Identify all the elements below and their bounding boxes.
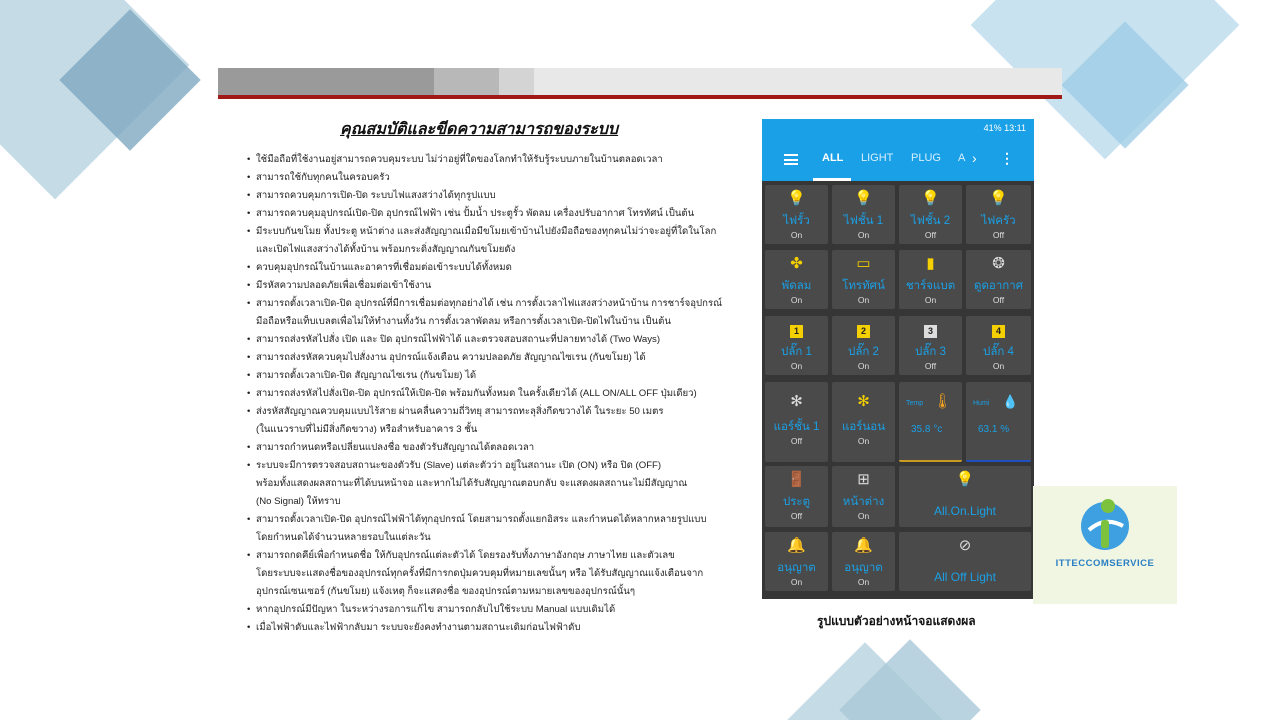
list-item: • สามารถกดคีย์เพื่อกำหนดชื่อ ให้กับอุปกรณ์แต่ละตัวได้ โดยรองรับทั้งภาษาอังกฤษ ภาษาไทย และตัวเลข โดยระบบจะแสดงชื่อของอุปกรณ์ทุกครั้งที่มีการกดปุ่มควบคุมที่หมายเลขนั้นๆ หรือ ได้รับสัญญาณแจ้งเตือนจาก อุปกรณ์เซนเซอร์ (กันขโมย) แจ้งเหตุ ก็จะแสดงชื่อ ของอุปกรณ์ตามหมายเลขของอุปกรณ์นั้นๆ (247, 547, 747, 601)
device-tile[interactable] (765, 532, 828, 591)
device-name: ดูดอากาศ (973, 280, 1024, 292)
list-item: • สามารถควบคุมการเปิด-ปิด ระบบไฟแสงสว่างได้ทุกรูปแบบ (247, 187, 747, 205)
tab-indicator (813, 178, 851, 181)
fan-icon: ✤ (790, 255, 803, 272)
logo-mark-icon (1079, 496, 1131, 552)
device-tile[interactable] (966, 316, 1031, 375)
list-item: • ส่งรหัสสัญญาณควบคุมแบบไร้สาย ผ่านคลื่นความถี่วิทยุ สามารถทะลุสิ่งกีดขวางได้ ในระยะ 50 เมตร (ในแนวราบที่ไม่มีสิ่งกีดขวาง) หรือสำหรับอาคาร 3 ชั้น (247, 403, 747, 439)
list-item: • มีรหัสความปลอดภัยเพื่อเชื่อมต่อเข้าใช้งาน (247, 277, 747, 295)
device-state: On (790, 577, 803, 587)
device-name: อนุญาต (777, 562, 816, 574)
device-name: ไฟรั้ว (783, 215, 810, 227)
device-tile[interactable] (765, 185, 828, 244)
device-state: Off (992, 230, 1005, 240)
device-name: โทรทัศน์ (842, 280, 885, 292)
status-text: 41% 13:11 (983, 123, 1026, 133)
device-name: หน้าต่าง (842, 496, 885, 508)
sensor-label: Temp (906, 400, 924, 407)
device-state: On (857, 436, 870, 446)
device-state: Off (992, 295, 1005, 305)
tab-plug[interactable]: PLUG (911, 152, 941, 164)
plug-4-icon: 4 (966, 320, 1031, 340)
list-item: • ระบบจะมีการตรวจสอบสถานะของตัวรับ (Slave) แต่ละตัวว่า อยู่ในสถานะ เปิด (ON) หรือ ปิด (OFF) พร้อมทั้งแสดงผลสถานะที่ได้บนหน้าจอ และหากไม่ได้รับสัญญาณตอบกลับ จะแสดงผลสถานะไม่มีสัญญาณ (No Signal) ให้ทราบ (247, 457, 747, 511)
device-state: On (857, 577, 870, 587)
all-off-label: All Off Light (934, 570, 996, 584)
alarm-bell-icon: 🔔 (854, 537, 873, 554)
device-name: ปลั๊ก 4 (983, 346, 1014, 358)
overflow-menu-icon[interactable]: ⋮ (1000, 150, 1014, 166)
device-tile[interactable] (899, 316, 962, 375)
device-tile[interactable] (765, 316, 828, 375)
bulb-icon: 💡 (921, 190, 940, 207)
device-state: On (857, 230, 870, 240)
device-name: ประตู (782, 496, 811, 508)
device-tile[interactable] (832, 382, 895, 462)
device-tile[interactable] (899, 250, 962, 309)
status-bar (762, 119, 1034, 140)
device-name: แอร์ชั้น 1 (773, 421, 820, 433)
device-name: ปลั๊ก 3 (915, 346, 946, 358)
sensor-label: Humi (973, 400, 990, 407)
feature-list (247, 151, 747, 637)
tab-light[interactable]: LIGHT (861, 152, 894, 164)
list-item: • สามารถกำหนดหรือเปลี่ยนแปลงชื่อ ของตัวรับสัญญาณได้ตลอดเวลา (247, 439, 747, 457)
device-tile[interactable] (832, 316, 895, 375)
device-tile[interactable] (832, 185, 895, 244)
device-tile[interactable] (765, 250, 828, 309)
plug-2-icon: 2 (832, 320, 895, 340)
list-item: • สามารถควบคุมอุปกรณ์เปิด-ปิด อุปกรณ์ไฟฟ้า เช่น ปั้มน้ำ ประตูรั้ว พัดลม เครื่องปรับอากาศ โทรทัศน์ เป็นต้น (247, 205, 747, 223)
header-rule (218, 95, 1062, 99)
list-item: • เมื่อไฟฟ้าดับและไฟฟ้ากลับมา ระบบจะยังคงทำงานตามสถานะเดิมก่อนไฟฟ้าดับ (247, 619, 747, 637)
list-item: • สามารถตั้งเวลาเปิด-ปิด อุปกรณ์ที่มีการเชื่อมต่อทุกอย่างได้ เช่น การตั้งเวลาไฟแสงสว่างหน้าบ้าน การชาร์จอุปกรณ์ มือถือหรือแท็บเบลตเพื่อไม่ให้ทำงานทั้งวัน การตั้งเวลาพัดลม หรือการตั้งเวลาเปิด-ปิดไฟในบ้าน เป็นต้น (247, 295, 747, 331)
device-tile[interactable] (966, 250, 1031, 309)
device-state: On (790, 361, 803, 371)
sensor-value: 35.8 °c (911, 424, 943, 435)
device-state: On (857, 361, 870, 371)
device-state: On (857, 511, 870, 521)
device-state: On (924, 295, 937, 305)
device-state: Off (924, 361, 937, 371)
device-tile[interactable] (765, 466, 828, 527)
list-item: • มีระบบกันขโมย ทั้งประตู หน้าต่าง และส่งสัญญาณเมื่อมีขโมยเข้าบ้านไปยังมือถือของทุกคนไม่ว่าจะอยู่ที่ใดในโลก และเปิดไฟแสงสว่างได้ทั้งบ้าน พร้อมกระดิ่งสัญญาณกันขโมยดัง (247, 223, 747, 259)
device-tile[interactable] (966, 185, 1031, 244)
aircon-icon: ✻ (857, 393, 870, 410)
all-on-button[interactable] (899, 466, 1031, 527)
device-name: ไฟชั้น 1 (843, 215, 884, 227)
bulb-icon: 💡 (955, 471, 975, 488)
device-tile[interactable] (765, 382, 828, 462)
bulb-icon: 💡 (854, 190, 873, 207)
exhaust-icon: ❂ (992, 255, 1005, 272)
tab-more[interactable]: A (958, 152, 966, 164)
plug-1-icon: 1 (765, 320, 828, 340)
list-item: • สามารถส่งรหัสควบคุมไปสั่งงาน อุปกรณ์แจ้งเตือน ความปลอดภัย สัญญาณไซเรน (กันขโมย) ได้ (247, 349, 747, 367)
list-item: • ใช้มือถือที่ใช้งานอยู่สามารถควบคุมระบบ ไม่ว่าอยู่ที่ใดของโลกทำให้รับรู้ระบบภายในบ้านตลอดเวลา (247, 151, 747, 169)
app-bar (762, 140, 1034, 181)
humidity-icon: 💧 (1002, 394, 1019, 409)
device-state: Off (790, 511, 803, 521)
device-tile[interactable] (899, 185, 962, 244)
bulb-off-icon: ⊘ (958, 537, 972, 554)
figure-caption: รูปแบบตัวอย่างหน้าจอแสดงผล (817, 614, 976, 628)
humidity-sensor-tile[interactable] (966, 382, 1031, 462)
list-item: • หากอุปกรณ์มีปัญหา ในระหว่างรอการแก้ไข สามารถกลับไปใช้ระบบ Manual แบบเดิมได้ (247, 601, 747, 619)
device-name: ชาร์จแบต (905, 280, 956, 292)
device-state: On (992, 361, 1005, 371)
company-logo (1033, 486, 1177, 604)
list-item: • สามารถส่งรหัสไปสั่งเปิด-ปิด อุปกรณ์ให้เปิด-ปิด พร้อมกันทั้งหมด ในครั้งเดียวได้ (ALL ON/ALL OFF ปุ่มเดียว) (247, 385, 747, 403)
device-name: ปลั๊ก 1 (781, 346, 812, 358)
battery-icon: ▮ (926, 255, 935, 272)
device-tile[interactable] (832, 466, 895, 527)
chevron-right-icon[interactable]: › (972, 150, 977, 166)
device-name: ไฟครัว (981, 215, 1016, 227)
device-state: On (857, 295, 870, 305)
device-name: ปลั๊ก 2 (848, 346, 879, 358)
slide-title: คุณสมบัติและขีดความสามารถของระบบ (340, 119, 619, 138)
device-state: On (790, 230, 803, 240)
device-name: ไฟชั้น 2 (910, 215, 951, 227)
phone-screenshot (762, 119, 1034, 599)
device-name: แอร์นอน (841, 421, 886, 433)
list-item: • สามารถใช้กับทุกคนในครอบครัว (247, 169, 747, 187)
all-on-label: All.On.Light (933, 504, 997, 518)
temperature-sensor-tile[interactable] (899, 382, 962, 462)
logo-text: ITTECCOMSERVICE (1055, 558, 1155, 569)
header-band (218, 68, 1062, 96)
plug-3-icon: 3 (899, 320, 962, 340)
menu-icon[interactable] (784, 154, 798, 165)
door-icon: 🚪 (787, 471, 806, 488)
list-item: • สามารถตั้งเวลาเปิด-ปิด สัญญาณไซเรน (กันขโมย) ได้ (247, 367, 747, 385)
window-icon: ⊞ (857, 471, 870, 488)
device-state: On (790, 295, 803, 305)
device-tile[interactable] (832, 250, 895, 309)
tv-icon: ▭ (856, 255, 871, 272)
device-name: อนุญาต (844, 562, 883, 574)
device-name: พัดลม (781, 280, 812, 292)
bulb-icon: 💡 (989, 190, 1008, 207)
alarm-bell-icon: 🔔 (787, 537, 806, 554)
all-off-button[interactable] (899, 532, 1031, 591)
bulb-icon: 💡 (787, 190, 806, 207)
list-item: • ควบคุมอุปกรณ์ในบ้านและอาคารที่เชื่อมต่อเข้าระบบได้ทั้งหมด (247, 259, 747, 277)
device-state: Off (790, 436, 803, 446)
thermometer-icon: 🌡 (933, 393, 953, 410)
aircon-icon: ✻ (790, 393, 803, 410)
device-tile[interactable] (832, 532, 895, 591)
list-item: • สามารถส่งรหัสไปสั่ง เปิด และ ปิด อุปกรณ์ไฟฟ้าได้ และตรวจสอบสถานะที่ปลายทางได้ (Two Ways) (247, 331, 747, 349)
tab-all[interactable]: ALL (822, 152, 844, 164)
device-state: Off (924, 230, 937, 240)
list-item: • สามารถตั้งเวลาเปิด-ปิด อุปกรณ์ไฟฟ้าได้ทุกอุปกรณ์ โดยสามารถตั้งแยกอิสระ และกำหนดได้หลากหลายรูปแบบ โดยกำหนดได้จำนวนหลายรอบในแต่ละวัน (247, 511, 747, 547)
sensor-value: 63.1 % (978, 424, 1010, 435)
